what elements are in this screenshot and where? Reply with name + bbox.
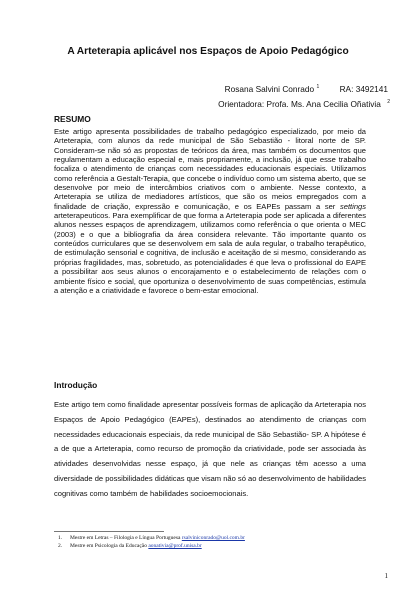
abstract-text-2: arteterapeuticos. Para exemplificar de que forma a Arteterapia pode ser aplicada a diferentes alunos nesses espaços de aprendizagem, utilizamos como referência o que orienta o MEC (2003) e o que a bibliografia da área considera relevante. Tão importante quanto os conteúdos curriculares que se desenvolvem em sala de aula regular, o trabalho terapêutico, de estimulação sensorial e cognitiva, de inclusão e aceitação de si mesmo, considerando as próprias fragilidades, mas, sobretudo, as potencialidades é que leva o profissional do EAPE a possibilitar aos seus alunos o encorajamento e o estabelecimento de relações com o ambiente físico e social, que oportuniza o desenvolvimento de suas competências, estimula a atenção e a criatividade e favorece o bem-estar emocional.	[54, 211, 366, 295]
abstract-italic-term: settings	[339, 201, 366, 211]
footnotes	[54, 534, 245, 550]
footnote-email-link[interactable]: aonativia@prof.unisa.br	[148, 543, 202, 549]
footnote-text: Mestre em Psicologia da Educação	[70, 543, 149, 549]
footnote-2	[54, 542, 245, 550]
advisor-name: Orientadora: Profa. Ms. Ana Cecilia Oñativia	[218, 99, 381, 109]
footnote-separator	[54, 531, 164, 532]
author-ra: RA: 3492141	[339, 84, 388, 94]
introduction-paragraph: Este artigo tem como finalidade apresentar possíveis formas de aplicação da Arteterapia nos Espaços de Apoio Pedagógico (EAPEs), destinados ao atendimento de crianças com necessidades educacionais especiais, da rede municipal de São Sebastião- SP. A hipótese é a de que a Arteterapia, como recurso de promoção da criatividade, pode ser associada às atividades desenvolvidas nesse espaço, já que nele as crianças têm acesso a uma diversidade de possibilidades didáticas que visam não só ao desenvolvimento de habilidades cognitivas como também de habilidades socioemocionais.	[54, 400, 366, 498]
footnote-number: 1.	[58, 535, 63, 541]
footnote-email-link[interactable]: rsalviniconrado@uol.com.br	[181, 535, 245, 541]
footnote-text: Mestre em Letras – Filologia e Língua Portuguesa	[70, 535, 182, 541]
paper-title: A Arteterapia aplicável nos Espaços de Apoio Pedagógico	[67, 46, 349, 57]
introduction-heading: Introdução	[54, 380, 98, 390]
advisor-line	[218, 99, 390, 109]
footnote-number: 2.	[58, 543, 63, 549]
author-line	[225, 84, 388, 94]
abstract-paragraph	[54, 127, 366, 295]
author-footnote-mark: 1	[316, 84, 320, 91]
advisor-footnote-mark: 2	[387, 99, 390, 106]
footnote-1	[54, 534, 245, 542]
page-number: 1	[384, 572, 388, 580]
abstract-heading: RESUMO	[54, 114, 91, 124]
abstract-text-1: Este artigo apresenta possibilidades de trabalho pedagógico especializado, por meio da Arteterapia, com alunos da rede municipal de São Sebastião - litoral norte de SP. Consideram-se não só as propostas de teóricos da área, mas também os documentos que regulamentam a educação especial e, mais propriamente, a inclusão, já que esse trabalho focaliza o atendimento de crianças com necessidades educacionais especiais. Utilizamos como referência a Gestalt-Terapia, que concebe o indivíduo como um sistema aberto, que se desenvolve por meio de intercâmbios criativos com o ambiente. Nesse contexto, a Arteterapia se utiliza de mediadores artísticos, que são os meios empregados com a finalidade de criação, expressão e comunicação, e os EAPEs passam a ser	[54, 127, 366, 211]
author-name: Rosana Salvini Conrado	[224, 84, 315, 94]
